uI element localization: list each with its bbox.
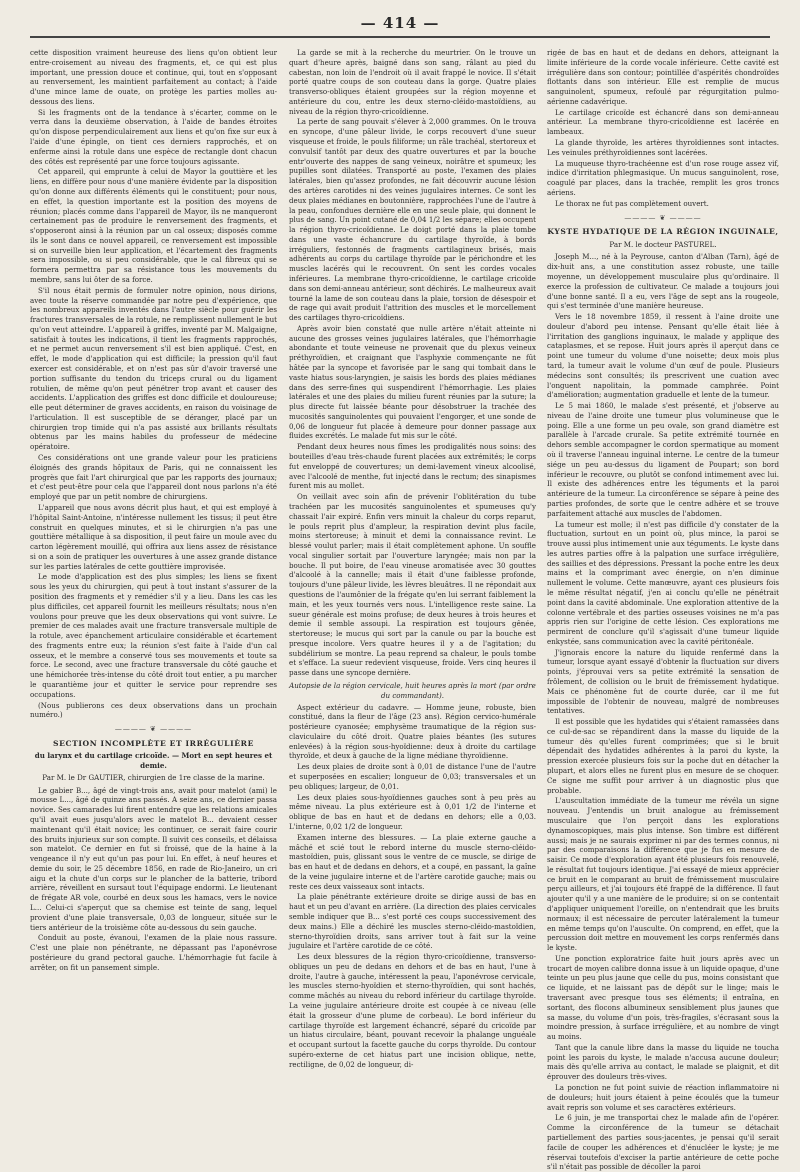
paragraph: (Nous publierons ces deux observations dans un prochain numéro.) (30, 700, 277, 720)
paragraph: Si les fragments ont de la tendance à s'écarter, comme on le verra dans la deuxième observation, à l'aide de bandes étroites qu'on dispose perpendiculairement aux liens et qu'on fixe sur eux à l'aide d'une épingle, on tient ces derniers rapprochés, et on enferme ainsi la rotule dans une espèce de rectangle dont chacun des côtés est représenté par une force toujours agissante. (30, 107, 277, 166)
section-title: SECTION INCOMPLÈTE ET IRRÉGULIÈRE (53, 738, 254, 748)
paragraph: cette disposition vraiment heureuse des liens qu'on obtient leur entre-croisement au niveau des fragments, et, ce qui est plus important, une pression douce et continue, qui, tout en s'opposant au renversement, les maintient parfaitement au contact; à l'aide d'une mince lame de ouate, on protège les parties molles au-dessous des liens. (30, 48, 277, 106)
column-middle (289, 48, 536, 1157)
paragraph: La tumeur est molle; il n'est pas difficile d'y constater de la fluctuation, surtout en un point où, plus mince, la paroi se trouve aussi plus intimement unie aux téguments. Le kyste dans les autres parties offre à la palpation une surface irrégulière, des saillies et des dépressions. Pressant la poche entre les deux mains et la comprimant avec énergie, on n'en diminue nullement le volume. Cette manœuvre, ayant ces plusieurs fois le même résultat négatif, j'en ai conclu qu'elle ne pénétrait point dans la cavité abdominale. Une exploration attentive de la colonne vertébrale et des parties osseuses voisines ne m'a pas appris rien sur l'origine de cette lésion. Ces explorations me permirent de conclure qu'il s'agissait d'une tumeur liquide enkystée, sans communication avec la cavité péritonéale. (547, 519, 779, 646)
page-number: — 414 — (360, 14, 440, 32)
paragraph: S'il nous était permis de formuler notre opinion, nous dirions, avec toute la réserve commandée par notre peu d'expérience, que les nombreux appareils inventés dans l'autre siècle pour guérir les fractures transversales de la rotule, ne remplissent nullement le but qu'on veut atteindre. L'appareil à griffes, inventé par M. Malgaigne, satisfait à toutes les indications, il tient les fragments rapprochés, et ne permet aucun renversement s'il est bien appliqué. C'est, en effet, le mode d'application qui est difficile; la pression qu'il faut exercer est considérable, et on n'est pas sûr d'avoir traversé une portion suffisante du tendon du triceps crural ou du ligament rotulien, de même qu'on peut pénétrer trop avant et causer des accidents. L'application des griffes est donc difficile et douloureuse; elle peut déterminer de graves accidents, en raison du voisinage de l'articulation. Il est susceptible de se déranger, placé par un chirurgien trop timide qui n'a pas assisté aux brillants résultats obtenus par les mains habiles du professeur de médecine opératoire. (30, 285, 277, 452)
paragraph: On veillait avec soin afin de prévenir l'oblitération du tube trachéen par les mucosités sanguinolentes et spumeuses qu'y chassait l'air expiré. Enfin vers minuit la chaleur du corps reparut, le pouls reprit plus d'ampleur, la respiration devint plus facile, moins stertoreuse; à minuit et demi la connaissance revint. Le blessé voulut parler; mais il était complètement aphone. Un souffle vocal singulier sortait par l'ouverture laryngée; mais non par la bouche. Il put boire, de l'eau vineuse aromatisée avec 30 gouttes d'alcoolé à la cannelle; mais il était d'une faiblesse profonde, toujours d'une pâleur livide, les lèvres bleuâtres. Il ne répondait aux questions de l'aumônier de la frégate qu'en lui serrant faiblement la main, et les yeux tournés vers nous. L'intelligence reste saine. La sueur générale est moins profuse; de deux heures à trois heures et demie il semble assoupi. La respiration est toujours gênée, stertoreuse; le mucus qui sort par la canule ou par la bouche est presque incolore. Vers quatre heures il y a de l'agitation; du subdélirium se montre. La peau reprend sa chaleur, le pouls tombe et s'efface. La sueur redevient visqueuse, froide. Vers cinq heures il passe dans une syncope dernière. (289, 492, 536, 678)
paragraph: Il est possible que les hydatides qui s'étaient ramassées dans ce cul-de-sac se répandirent dans la masse du liquide de la tumeur dès qu'elles furent comprimées; que si le bruit dépendait des hydatides adhérentes à la paroi du kyste, la pression exercée plusieurs fois sur la poche dut en détacher la plupart, et alors elles ne furent plus en mesure de se choquer. Ce signe me suffit pour arriver à un diagnostic plus que probable. (547, 717, 779, 795)
paragraph: L'auscultation immédiate de la tumeur me révéla un signe nouveau. J'entendis un bruit analogue au frémissement musculaire que l'on perçoit dans les explorations dynamoscopiques, mais plus intense. Son timbre est différent aussi; mais je ne saurais exprimer ni par des termes connus, ni par des comparaisons la différence que je fus en mesure de saisir. Ce mode d'exploration ayant été plusieurs fois renouvelé, le résultat fut toujours identique. J'ai essayé de mieux apprécier ce bruit en le comparant au bruit de frémissement musculaire perçu ailleurs, et j'ai toujours été frappé de la différence. Il faut ajouter qu'il y a une manière de le produire; si on se contentait d'appliquer uniquement l'oreille, on n'entendrait que les bruits normaux; il est nécessaire de percuter latéralement la tumeur en même temps qu'on l'ausculte. On comprend, en effet, que la percussion doit mettre en mouvement les corps renfermés dans le kyste. (547, 796, 779, 953)
paragraph: Joseph M..., né à la Peyrouse, canton d'Alban (Tarn), âgé de dix-huit ans, a une constitution assez robuste, une taille moyenne, un développement musculaire plus qu'ordinaire. Il exerce la profession de cultivateur. Ce malade a toujours joui d'une bonne santé. Il a eu, vers l'âge de sept ans la rougeole, qui s'est terminée d'une manière heureuse. (547, 252, 779, 311)
paragraph: La perte de sang pouvait s'élever à 2,000 grammes. On le trouva en syncope, d'une pâleur livide, le corps recouvert d'une sueur visqueuse et froide, le pouls filiforme; un râle trachéal, stertoreux et convulsif tantôt par deux des quatre ouvertures et par la bouche entr'ouverte des nappes de sang veineux, noirâtre et spumeux; les pupilles sont dilatées. Transporté au poste, l'examen des plaies latérales, bien qu'assez profondes, ne fait découvrir aucune lésion des artères carotides ni des veines jugulaires internes. Ce sont les deux plaies médianes en boutonnière, rapprochées l'une de l'autre à la peau, confondues dernière elle en une seule plaie, qui donnent le plus de sang. Un point cutané de 0,04 1/2 les sépare; elles occupent la région thyro-cricoïdienne. Le doigt porté dans la plaie tombe dans une vaste échancrure du cartilage thyroïde, à bords irréguliers, festonnés de fragments cartilagineux brisés, mais adhérents au corps du cartilage thyroïde par le périchondre et les muscles lacérés qui le recouvrent. On sent les cordes vocales inférieures. La membrane thyro-cricoïdienne, le cartilage cricoïde dans son demi-anneau antérieur, sont déchirés. Le malheureux avait tourné la lame de son couteau dans la plaie, torsion de désespoir et de rage qui avait produit l'attrition des muscles et le morcellement des cartilages thyro-cricoïdiens. (289, 117, 537, 323)
paragraph: La garde se mit à la recherche du meurtrier. On le trouve un quart d'heure après, baigné dans son sang, râlant au pied du cabestan, non loin de l'endroit où il avait frappé le novice. Il s'était porté quatre coups de son couteau dans la gorge. Quatre plaies transverso-obliques étaient groupées sur la région moyenne et antérieure du cou, entre les deux sterno-cléido-mastoïdiens, au niveau de la région thyro-cricoïdienne. (289, 48, 536, 116)
paragraph: Tant que la canule libre dans la masse du liquide ne toucha point les parois du kyste, le malade n'accusa aucune douleur; mais dès qu'elle arriva au contact, le malade se plaignit, et dit éprouver des douleurs très-vives. (547, 1042, 779, 1082)
paragraph: Ces considérations ont une grande valeur pour les praticiens éloignés des grands hôpitaux de Paris, qui ne connaissent les progrès que fait l'art chirurgical que par les rapports des journaux; et c'est peut-être pour cela que l'appareil dont nous parlons n'a été employé que par un petit nombre de chirurgiens. (30, 453, 277, 502)
section-separator: ———— ❦ ———— (114, 725, 193, 734)
paragraph: La muqueuse thyro-trachéenne est d'un rose rouge assez vif, indice d'irritation phlegmasique. Un mucus sanguinolent, rose, coagulé par places, dans la trachée, remplit les gros troncs aériens. (547, 158, 779, 197)
autopsy-heading: Autopsie de la région cervicale, huit heures après la mort (par ordre du commandant). (289, 681, 536, 700)
section-subtitle: du larynx et du cartilage cricoïde. — Mort en sept heures et demie. (34, 751, 273, 771)
paragraph: J'ignorais encore la nature du liquide renfermé dans la tumeur, lorsque ayant essayé d'obtenir la fluctuation sur divers points, j'éprouvai vers sa petite extrémité la sensation de frôlement, de collision ou le bruit de frémissement hydatique. Mais ce phénomène fut de courte durée, car il me fut impossible de l'obtenir de nouveau, malgré de nombreuses tentatives. (547, 647, 779, 716)
paragraph: Les deux plaies de droite sont à 0,01 de distance l'une de l'autre et superposées en escalier; longueur de 0,03; transversales et un peu obliques; largeur, de 0,01. (289, 762, 536, 791)
paragraph: Le gabier B..., âgé de vingt-trois ans, avait pour matelot (ami) le mousse L..., âgé de quinze ans passés. A seize ans, ce dernier passa novice. Ses camarades lui firent entendre que les relations amicales qu'il avait eues jusqu'alors avec le matelot B... devaient cesser maintenant qu'il était novice; les continuer, ce serait faire courir des bruits injurieux sur son compte. Il suivit ces conseils, et délaissa son matelot. Ce dernier en fut si froissé, que de la haine à la vengeance il n'y eut qu'un pas pour lui. En effet, à neuf heures et demie du soir, le 25 décembre 1856, en rade de Rio-Janeiro, un cri aigu et la chute d'un corps sur le plancher de la batterie, tribord arrière, réveillent en sursaut tout l'équipage endormi. Le lieutenant de frégate AR vole, courbé en deux sous les hamacs, vers le novice L... Celui-ci s'aperçut que sa chemise est teinte de sang, lequel provient d'une plaie transversale, 0,03 de longueur, située sur le tiers antérieur de la troisième côte au-dessous du sein gauche. (30, 785, 278, 932)
paragraph: Le 6 juin, je me transportai chez le malade afin de l'opérer. Comme la circonférence de la tumeur se détachait partiellement des parties sous-jacentes, je pensai qu'il serait facile de couper les adhérences et d'énucléer le kyste; je me réservai toutefois d'exciser la partie antérieure de cette poche s'il n'était pas possible de décoller la paroi (547, 1113, 779, 1172)
paragraph: Le thorax ne fut pas complètement ouvert. (555, 198, 709, 208)
paragraph: La plaie pénétrante extérieure droite se dirige aussi de bas en haut et un peu d'avant en arrière. (La direction des plaies cervicales semble indiquer que B... s'est porté ces coups successivement des deux mains.) Elle a déchiré les muscles sterno-cléido-mastoïdien, sterno-thyroïdien droits, sans arriver tout à fait sur la veine jugulaire et l'artère carotide de ce côté. (289, 892, 536, 951)
paragraph: Le cartilage cricoïde est échancré dans son demi-anneau antérieur. La membrane thyro-cricoïdienne est lacérée en lambeaux. (547, 107, 779, 137)
paragraph: Cet appareil, qui emprunte à celui de Mayor la gouttière et les liens, en diffère pour nous d'une manière évidente par la disposition qu'on donne aux différents éléments qui le constituent; pour nous, en effet, la question importante est la position des moyens de réunion; placés comme dans l'appareil de Mayor, ils ne manqueront certainement pas de produire le renversement des fragments, et s'opposeront ainsi à la réunion par un cal osseux; disposés comme ils le sont dans ce nouvel appareil, ce renversement est impossible si on surveille bien leur application, et l'écartement des fragments sera impossible, ou si peu considérable, que le cal fibreux qui se formera permettra par sa résistance tous les mouvements du membre, sans lui ôter de sa force. (30, 167, 277, 284)
section-separator: ———— ❦ ———— (624, 213, 702, 222)
paragraph: Aspect extérieur du cadavre. — Homme jeune, robuste, bien constitué, dans la fleur de l'âge (23 ans). Région cervico-humérale postérieure cyanosée; emphysème traumatique de la région sus-claviculaire du côté droit. Quatre plaies béantes (les sutures enlevées) à la région sous-hyoïdienne: deux à droite du cartilage thyroïde, et deux à gauche de la ligne médiane thyroïdienne. (289, 702, 536, 761)
paragraph: Le mode d'application est des plus simples; les liens se fixent sous les yeux du chirurgien, qui peut à tout instant s'assurer de la position des fragments et y remédier s'il y a lieu. Dans les cas les plus difficiles, cet appareil fournit les meilleurs résultats; nous n'en voulons pour preuve que les deux observations qui vont suivre. Le premier de ces malades avait une fracture transversale multiple de la rotule, avec épanchement articulaire considérable et écartement des fragments entre eux; la réunion s'est faite à l'aide d'un cal osseux, et le membre a conservé tous ses mouvements et toute sa force. Le second, avec une fracture transversale du côté gauche et une hémichorée très-intense du côté droit tout entier, a pu marcher le quarantième jour et quitter le service pour reprendre ses occupations. (30, 572, 277, 699)
section-title: KYSTE HYDATIQUE DE LA RÉGION INGUINALE, (547, 227, 779, 237)
section-author: Par M. le Dr GAUTIER, chirurgien de 1re classe de la marine. (42, 772, 265, 782)
paragraph: Une ponction exploratrice faite huit jours après avec un trocart de moyen calibre donna issue à un liquide opaque, d'une teinte un peu plus jaune que celle du pus, moins consistant que ce liquide, et ne laissant pas de dépôt sur le linge; mais le traversant avec presque tous ses éléments; il entraîna, en sortant, des flocons albumineux sensiblement plus jaunes que sa masse, du volume d'un pois, très-fragiles, s'écrasant sous la moindre pression, à surface irrégulière, et au nombre de vingt au moins. (547, 953, 779, 1042)
paragraph: L'appareil que nous avons décrit plus haut, et qui est employé à l'hôpital Saint-Antoine, n'intéresse nullement les tissus; il peut être construit en quelques minutes, et si le chirurgien n'a pas une gouttière métallique à sa disposition, il peut faire un moule avec du carton légèrement mouillé, qui offrira aux liens assez de résistance si on a soin de pratiquer les ouvertures à une assez grande distance sur les parties latérales de cette gouttière improvisée. (30, 502, 277, 571)
paragraph: Examen interne des blessures. — La plaie externe gauche a mâché et scié tout le rebord interne du muscle sterno-cléido-mastoïdien, puis, glissant sous le ventre de ce muscle, se dirige de bas en haut et de dedans en dehors, et a coupé, en passant, la gaîne de la veine jugulaire interne et de l'artère carotide gauche; mais ou reste ces deux vaisseaux sont intacts. (289, 832, 536, 891)
column-left (30, 48, 277, 1157)
paragraph: rigée de bas en haut et de dedans en dehors, atteignant la limite inférieure de la corde vocale inférieure. Cette cavité est irrégulière dans son contour; pointillée d'aspérités chondroïdes flottants dans son intérieur. Elle est remplie de mucus sanguinolent, spumeux, refoulé par régurgitation pulmo-aérienne cadavérique. (547, 48, 779, 106)
header-rule (30, 36, 770, 38)
paragraph: Après avoir bien constaté que nulle artère n'était atteinte ni aucune des grosses veines jugulaires latérales, que l'hémorrhagie abondante et toute veineuse ne provenait que du plexus veineux préthyroïdien, et craignant que l'asphyxie commençante ne fût hâtée par la syncope et favorisée par le sang qui tombait dans le vaste hiatus sous-laryngien, je saisis les bords des plaies médianes dans des serre-fines qui suspendirent l'hémorrhagie. Les plaies latérales et une des plaies du milieu furent réunies par la suture; la plus directe fut laissée béante pour désobstruer la trachée des mucosités sanguinolentes qui pouvaient l'engorger, et une sonde de 0,06 de longueur fut placée à demeure pour donner passage aux fluides excrétés. Le malade fut mis sur le côté. (289, 323, 536, 441)
paragraph: Le 5 mai 1860, le malade s'est présenté, et j'observe au niveau de l'aine droite une tumeur plus volumineuse que le poing. Elle a une forme un peu ovale, son grand diamètre est parallèle à l'arcade crurale. Sa petite extrémité tournée en dehors semble accompagner le cordon spermatique au moment où il traverse l'anneau inguinal interne. Le centre de la tumeur siége un peu au-dessus du ligament de Poupart; son bord inférieur le recouvre, ou plutôt se confond intimement avec lui. Il existe des adhérences entre les téguments et la paroi antérieure de la tumeur. La circonférence se sépare à peine des parties profondes, de sorte que le centre adhère et se trouve parfaitement attaché aux muscles de l'abdomen. (547, 401, 779, 518)
paragraph: Pendant deux heures nous fîmes les prodigalités nous soins: des bouteilles d'eau très-chaude furent placées aux extrémités; le corps fut enveloppé de couvertures; un demi-lavement vineux alcoolisé, avec l'alcoolé de menthe, fut injecté dans le rectum; des sinapismes furent mis au mollet. (289, 442, 536, 491)
paragraph: Conduit au poste, évanoui, l'examen de la plaie nous rassure. C'est une plaie non pénétrante, ne dépassant pas l'aponévrose postérieure du grand pectoral gauche. L'hémorrhagie fut facile à arrêter, on fit un pansement simple. (30, 933, 277, 972)
paragraph: Les deux plaies sous-hyoïdiennes gauches sont à peu près au même niveau. La plus extérieure est à 0,01 1/2 de l'interne et oblique de bas en haut et de dedans en dehors; elle a 0,03. L'interne, 0,02 1/2 de longueur. (289, 792, 536, 831)
paragraph: Vers le 18 novembre 1859, il ressent à l'aine droite une douleur d'abord peu intense. Pensant qu'elle était liée à l'irritation des ganglions inguinaux, le malade y applique des cataplasmes, et se repose. Huit jours après il aperçut dans ce point une tumeur du volume d'une noisette; deux mois plus tard, la tumeur avait le volume d'un œuf de poule. Plusieurs médecins sont consultés; ils prescrivent une cuation avec l'onguent napolitain, la pommade camphrée. Point d'amélioration; augmentation graduelle et lente de la tumeur. (547, 312, 779, 400)
section-author: Par M. le docteur PASTUREL. (609, 239, 717, 249)
column-right (547, 48, 779, 1172)
paragraph: La ponction ne fut point suivie de réaction inflammatoire ni de douleurs; huit jours étaient à peine écoulés que la tumeur avait repris son volume et ses caractères extérieurs. (547, 1083, 779, 1112)
paragraph: La glande thyroïde, les artères thyroïdiennes sont intactes. Les veinules préthyroïdiennes sont lacérées. (547, 138, 779, 157)
paragraph: Les deux blessures de la région thyro-cricoïdienne, transverso-obliques un peu de dedans en dehors et de bas en haut, l'une à droite, l'autre à gauche, intéressent la peau, l'aponévrose cervicale, les muscles sterno-hyoïdien et sterno-thyroïdien, qui sont hachés, comme mâchés au niveau du rebord inférieur du cartilage thyroïde. La veine jugulaire antérieure droite est coupée à ce niveau (elle était la grosseur d'une plume de corbeau). Le bord inférieur du cartilage thyroïde est largement échancré, séparé du cricoïde par un hiatus circulaire, béant, pouvant recevoir la phalange unguéale et occupant surtout la facette gauche du corps thyroïde. Du contour supéro-externe de cet hiatus part une incision oblique, nette, rectiligne, de 0,02 de longueur, di- (289, 952, 536, 1069)
